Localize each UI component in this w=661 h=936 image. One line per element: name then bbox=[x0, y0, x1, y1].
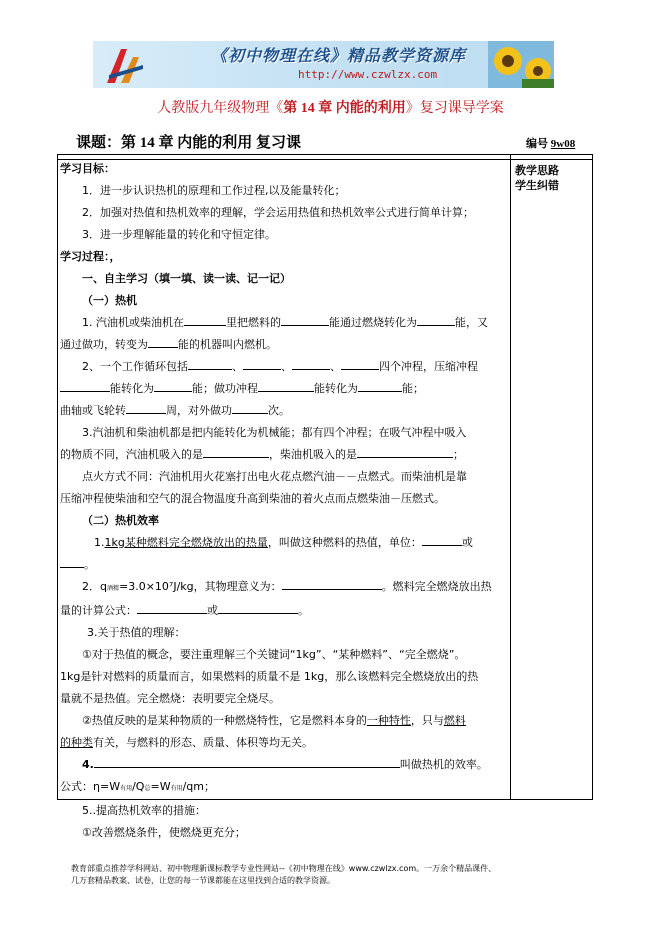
answer-blank[interactable] bbox=[232, 402, 268, 414]
table-column-divider bbox=[510, 155, 511, 799]
goal-item: 2．加强对热值和热机效率的理解，学会运用热值和热机效率公式进行简单计算； bbox=[82, 206, 474, 219]
heat-value-point-2-cont: 的种类有关，与燃料的形态、质量、体积等均无关。 bbox=[60, 736, 313, 749]
banner-url[interactable]: http://www.czwlzx.com bbox=[298, 68, 438, 81]
question-2: 2、一个工作循环包括 、 、 、 四个冲程，压缩冲程 bbox=[82, 360, 478, 373]
document-title: 人教版九年级物理《第 14 章 内能的利用》复习课导学案 bbox=[157, 101, 504, 116]
heat-value-point-2: ②热值反映的是某种物质的一种燃烧特性，它是燃料本身的一种特性，只与燃料 bbox=[82, 714, 466, 727]
answer-blank[interactable] bbox=[137, 602, 207, 614]
site-logo-icon bbox=[103, 45, 147, 85]
header-banner bbox=[93, 41, 554, 88]
heat-value-point-1-cont: 1kg是针对燃料的质量而言，如果燃料的质量不是 1kg，那么该燃料完全燃烧放出的热 bbox=[60, 670, 479, 683]
ignition-note-cont: 压缩冲程使柴油和空气的混合物温度升高到柴油的着火点而点燃柴油－压燃式。 bbox=[60, 492, 445, 505]
answer-blank[interactable] bbox=[154, 380, 192, 392]
heat-engine-heading: （一）热机 bbox=[82, 294, 137, 307]
answer-blank[interactable] bbox=[60, 380, 110, 392]
side-column-heading: 教学思路 学生纠错 bbox=[515, 164, 559, 192]
worksheet-content bbox=[60, 158, 508, 844]
part1-heading: 一、自主学习（填一填、读一读、记一记） bbox=[82, 272, 291, 285]
lesson-code: 编号 9w08 bbox=[526, 138, 576, 150]
question-3: 3.汽油机和柴油机都是把内能转化为机械能；都有四个冲程；在吸气冲程中吸入 bbox=[82, 426, 467, 439]
question-3-cont: 的物质不同，汽油机吸入的是 ，柴油机吸入的是 ； bbox=[60, 448, 464, 461]
answer-blank[interactable] bbox=[281, 314, 329, 326]
ignition-note: 点火方式不同：汽油机用火花塞打出电火花点燃汽油－－点燃式。而柴油机是靠 bbox=[82, 470, 467, 483]
answer-blank[interactable] bbox=[94, 756, 400, 768]
answer-blank[interactable] bbox=[184, 314, 226, 326]
efficiency-definition: 4. 叫做热机的效率。 bbox=[82, 758, 488, 771]
answer-blank[interactable] bbox=[188, 358, 232, 370]
answer-blank[interactable] bbox=[341, 358, 379, 370]
process-heading: 学习过程：， bbox=[60, 250, 121, 263]
answer-blank[interactable] bbox=[218, 602, 298, 614]
answer-blank[interactable] bbox=[203, 446, 269, 458]
efficiency-formula: 公式：η=W有用/Q总=W有用/qm； bbox=[60, 780, 215, 793]
answer-blank[interactable] bbox=[258, 380, 314, 392]
heat-value-understanding-heading: 3.关于热值的理解： bbox=[87, 626, 186, 639]
question-1-cont: 通过做功，转变为 能的机器叫内燃机。 bbox=[60, 338, 277, 351]
heat-value-question-1: 1.1kg某种燃料完全燃烧放出的热量，叫做这种燃料的热值，单位： 或 bbox=[94, 536, 473, 549]
answer-blank[interactable] bbox=[417, 314, 455, 326]
answer-blank[interactable] bbox=[282, 578, 382, 590]
efficiency-measures-heading: 5..提高热机效率的措施： bbox=[82, 804, 206, 817]
question-1: 1. 汽油机或柴油机在 里把燃料的 能通过燃烧转化为 能，又 bbox=[82, 316, 488, 329]
efficiency-measure-1: ①改善燃烧条件，使燃烧更充分； bbox=[82, 826, 246, 839]
goals-heading: 学习目标： bbox=[60, 162, 115, 175]
lesson-title: 课题：第 14 章 内能的利用 复习课 bbox=[76, 135, 302, 151]
answer-blank[interactable] bbox=[292, 358, 330, 370]
heat-value-question-2: 2．q酒精=3.0×10⁷J/kg，其物理意义为： 。燃料完全燃烧放出热 bbox=[82, 580, 492, 593]
answer-blank[interactable] bbox=[357, 446, 453, 458]
efficiency-heading: （二）热机效率 bbox=[82, 514, 159, 527]
heat-value-question-1-cont: 。 bbox=[60, 554, 508, 576]
heat-value-point-1: ①对于热值的概念，要注重理解三个关键词“1kg”、“某种燃料”、“完全燃烧”。 bbox=[82, 648, 466, 661]
answer-blank[interactable] bbox=[243, 358, 281, 370]
page-footer: 教育部重点推荐学科网站、初中物理新课标教学专业性网站--《初中物理在线》www.czwlzx.com。一万余个精品课件、 几万套精品教案、试卷，让您的每一节课都能在这里找到合适的教学资源。 bbox=[71, 864, 497, 885]
heat-value-question-2-cont: 量的计算公式： 或 。 bbox=[60, 604, 309, 617]
goal-item: 1．进一步认识热机的原理和工作过程,以及能量转化； bbox=[82, 184, 346, 197]
answer-blank[interactable] bbox=[422, 534, 462, 546]
sunflower-image-icon bbox=[488, 41, 554, 88]
answer-blank[interactable] bbox=[358, 380, 402, 392]
question-2-cont: 能转化为 能；做功冲程 能转化为 能； bbox=[60, 378, 508, 400]
heat-value-point-1-cont: 量就不是热值。完全燃烧：表明要完全烧尽。 bbox=[60, 692, 280, 705]
answer-blank[interactable] bbox=[148, 336, 178, 348]
banner-title: 《初中物理在线》精品教学资源库 bbox=[211, 46, 467, 65]
goal-item: 3．进一步理解能量的转化和守恒定律。 bbox=[82, 228, 276, 241]
answer-blank[interactable] bbox=[60, 556, 84, 568]
question-2-cont: 曲轴或飞轮转 周，对外做功 次。 bbox=[60, 404, 290, 417]
answer-blank[interactable] bbox=[126, 402, 166, 414]
